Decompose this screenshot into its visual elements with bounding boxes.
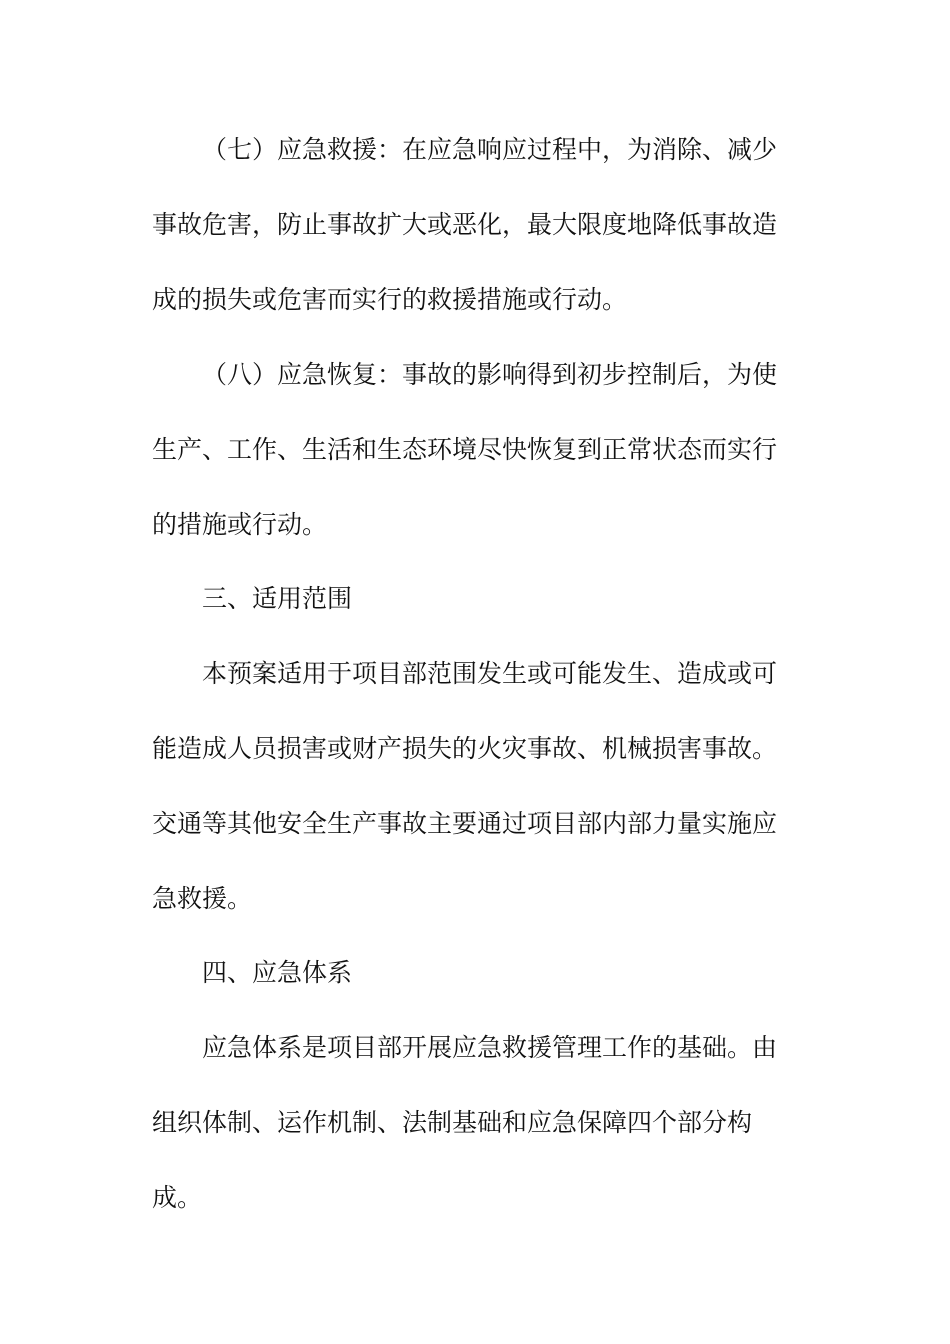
paragraph-line: 能造成人员损害或财产损失的火灾事故、机械损害事故。: [152, 734, 778, 763]
paragraph-line: 事故危害，防止事故扩大或恶化，最大限度地降低事故造: [152, 210, 778, 239]
paragraph-line: 的措施或行动。: [152, 510, 328, 539]
paragraph-line: 生产、工作、生活和生态环境尽快恢复到正常状态而实行: [152, 435, 778, 464]
section-heading: 三、适用范围: [202, 584, 353, 613]
paragraph-line: 交通等其他安全生产事故主要通过项目部内部力量实施应: [152, 809, 778, 838]
paragraph-line: 本预案适用于项目部范围发生或可能发生、造成或可: [202, 659, 778, 688]
paragraph-line: （八）应急恢复：事故的影响得到初步控制后，为使: [202, 360, 778, 389]
paragraph-line: 成。: [152, 1183, 203, 1212]
paragraph-line: 应急体系是项目部开展应急救援管理工作的基础。由: [202, 1033, 778, 1062]
paragraph-line: 急救援。: [152, 884, 253, 913]
paragraph-line: 组织体制、运作机制、法制基础和应急保障四个部分构: [152, 1108, 753, 1137]
paragraph-line: 成的损失或危害而实行的救援措施或行动。: [152, 285, 628, 314]
section-heading: 四、应急体系: [202, 958, 353, 987]
paragraph-line: （七）应急救援：在应急响应过程中，为消除、减少: [202, 135, 778, 164]
